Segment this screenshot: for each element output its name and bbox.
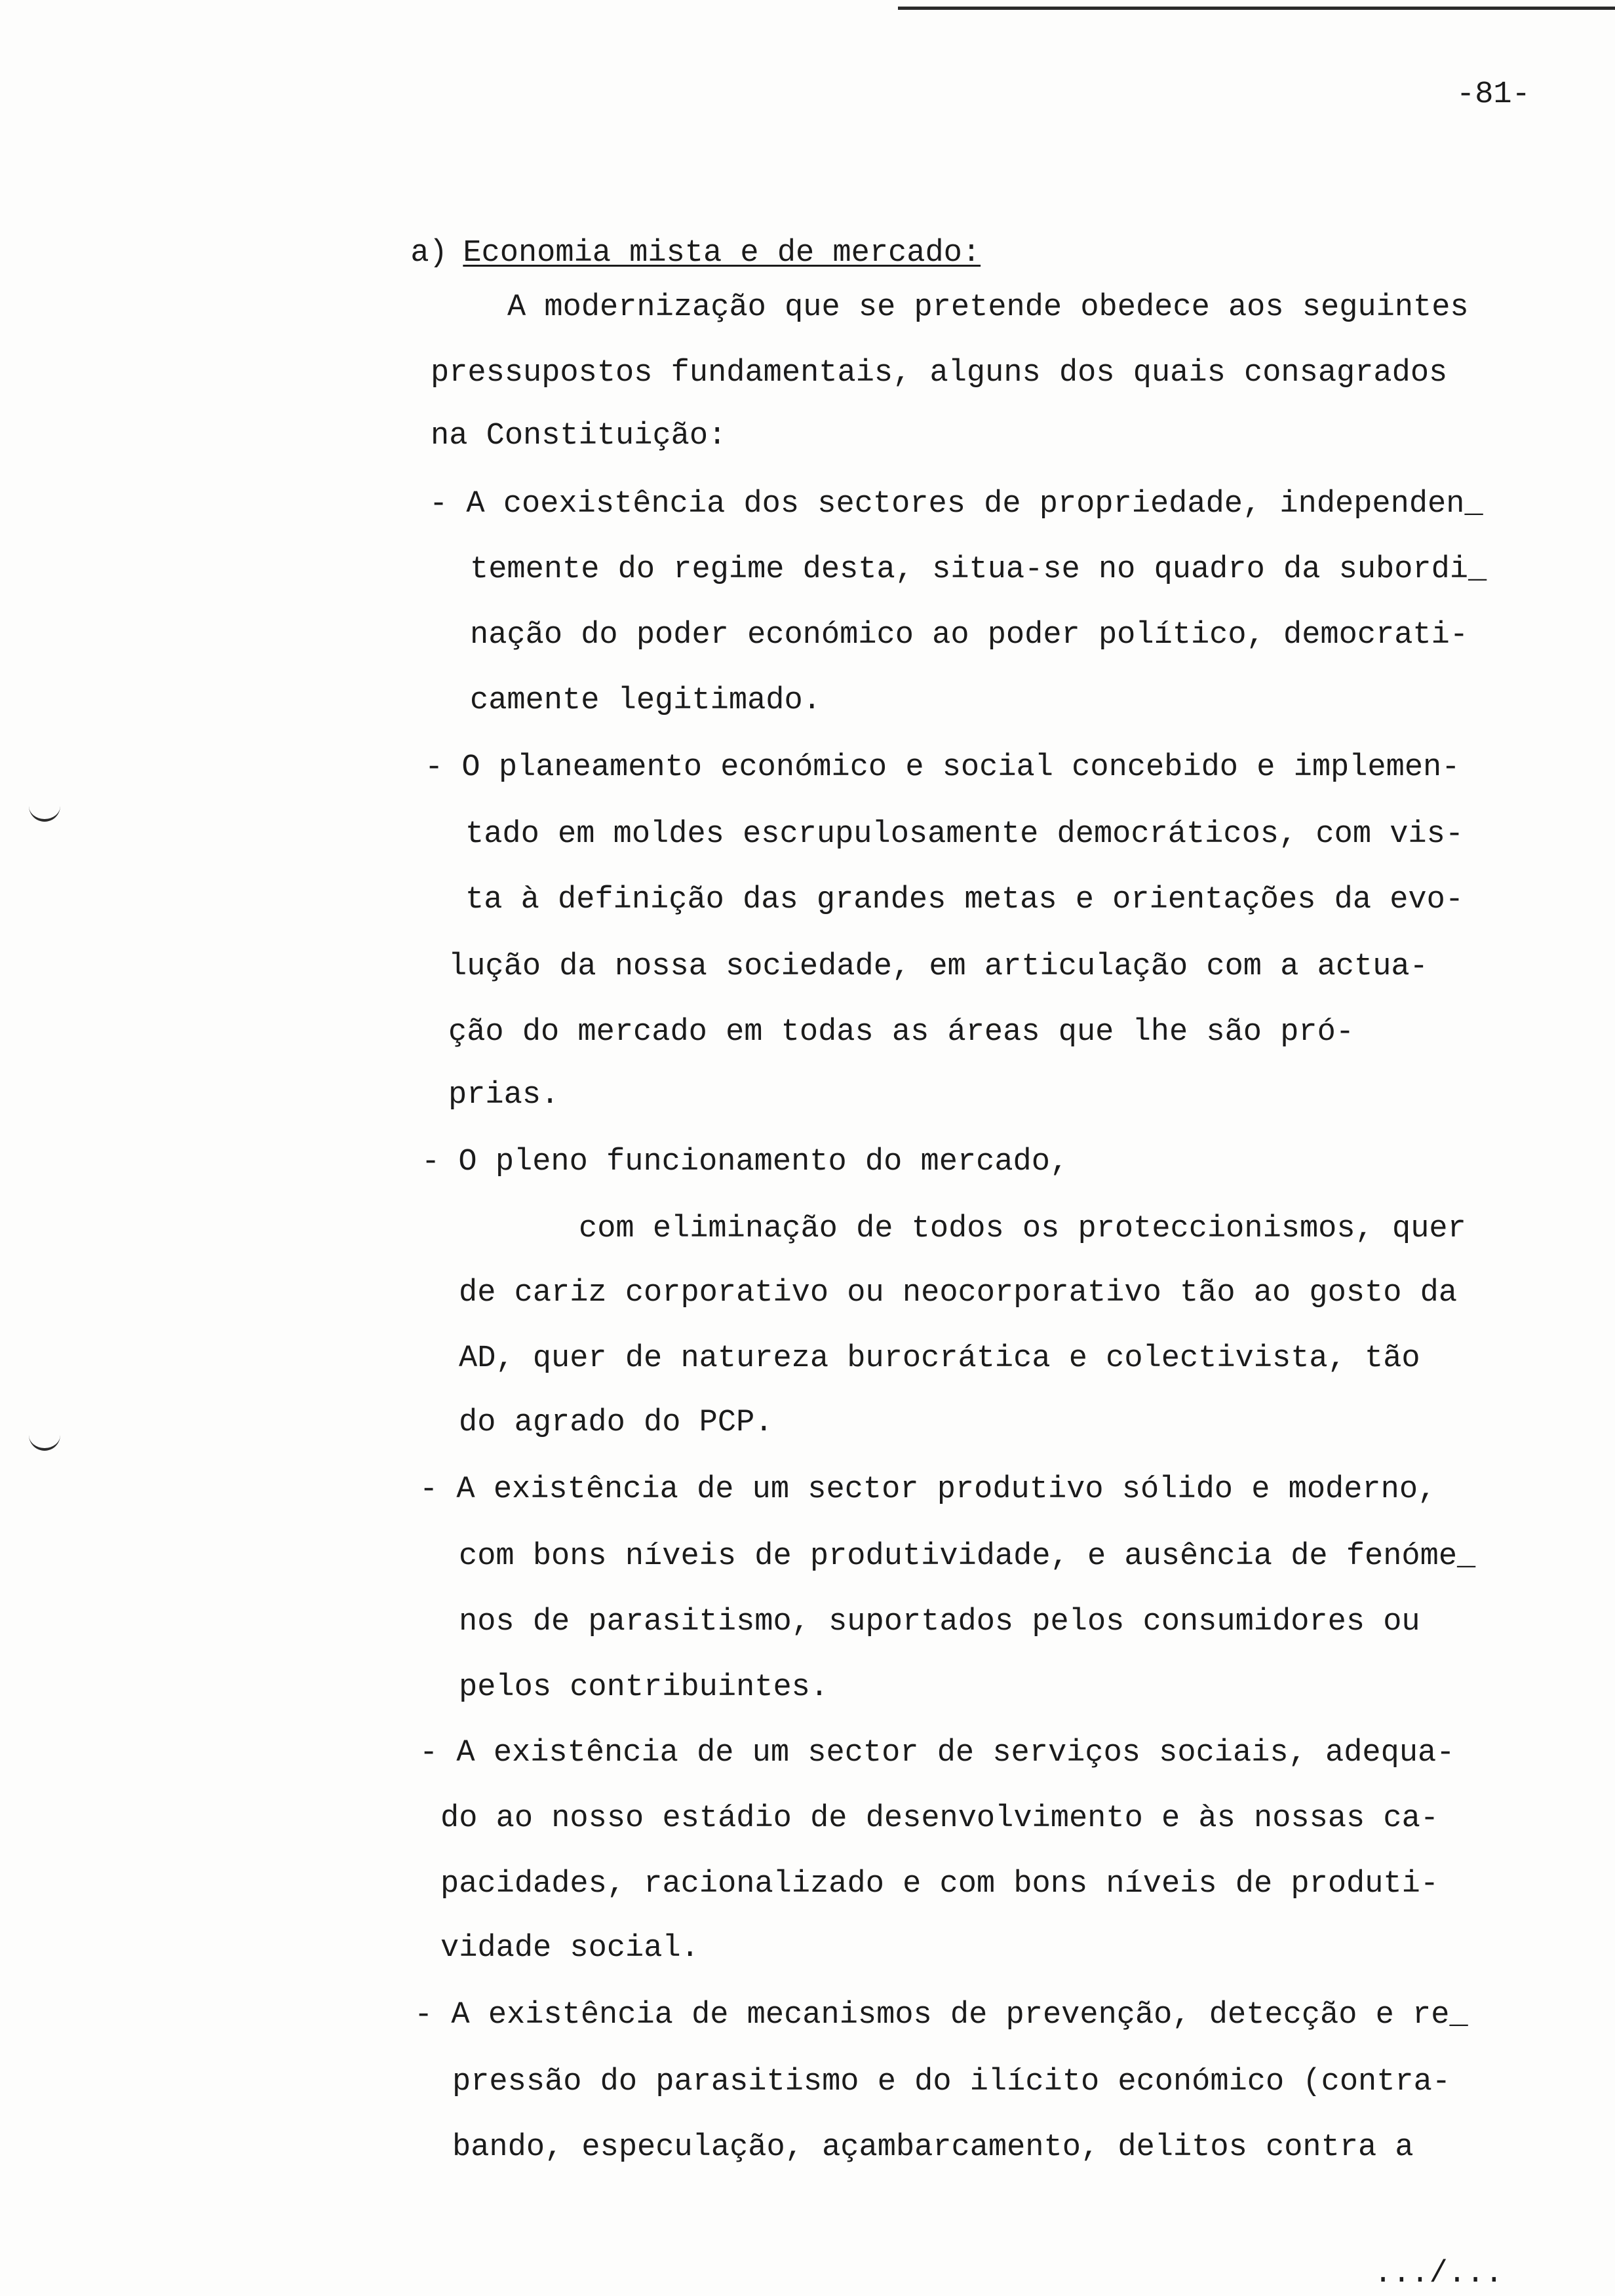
text-line: camente legitimado.: [470, 683, 821, 718]
text-line: pacidades, racionalizado e com bons níveis de produti-: [440, 1867, 1439, 1902]
text-line: ta à definição das grandes metas e orientações da evo-: [465, 883, 1464, 917]
text-line: bando, especulação, açambarcamento, delitos contra a: [452, 2130, 1414, 2165]
continuation-marker: .../...: [1374, 2257, 1504, 2291]
text-line: vidade social.: [440, 1931, 699, 1966]
text-line: tado em moldes escrupulosamente democráticos, com vis-: [465, 817, 1464, 852]
text-line: - O pleno funcionamento do mercado,: [421, 1145, 1069, 1179]
text-line: A modernização que se pretende obedece aos seguintes: [507, 290, 1469, 325]
text-line: - A existência de mecanismos de prevenção, detecção e re_: [414, 1998, 1468, 2033]
text-line: lução da nossa sociedade, em articulação com a actua-: [448, 949, 1428, 984]
text-line: pelos contribuintes.: [459, 1670, 829, 1705]
text-line: - A existência de um sector produtivo sólido e moderno,: [419, 1472, 1437, 1507]
text-line: com bons níveis de produtividade, e ausência de fenóme_: [459, 1539, 1476, 1574]
text-line: AD, quer de natureza burocrática e colectivista, tão: [459, 1341, 1420, 1376]
text-line: do agrado do PCP.: [459, 1406, 773, 1440]
text-line: pressão do parasitismo e do ilícito económico (contra-: [452, 2065, 1451, 2099]
page-number: -81-: [1456, 77, 1530, 112]
text-line: na Constituição:: [431, 419, 727, 453]
heading-title: Economia mista e de mercado:: [463, 236, 981, 271]
text-line: nos de parasitismo, suportados pelos consumidores ou: [459, 1605, 1420, 1639]
text-line: prias.: [448, 1078, 560, 1113]
text-line: - A coexistência dos sectores de propriedade, independen_: [429, 487, 1483, 522]
text-line: do ao nosso estádio de desenvolvimento e às nossas ca-: [440, 1801, 1439, 1836]
text-line: de cariz corporativo ou neocorporativo tão ao gosto da: [459, 1276, 1458, 1311]
text-line: com eliminação de todos os proteccionismos, quer: [579, 1212, 1466, 1246]
heading-marker: a): [410, 236, 448, 271]
text-line: ção do mercado em todas as áreas que lhe são pró-: [448, 1015, 1355, 1050]
margin-check-mark: [29, 805, 60, 822]
margin-check-mark: [29, 1434, 60, 1451]
text-line: temente do regime desta, situa-se no quadro da subordi_: [470, 552, 1487, 587]
text-line: pressupostos fundamentais, alguns dos quais consagrados: [431, 356, 1448, 391]
text-line: - A existência de um sector de serviços sociais, adequa-: [419, 1736, 1455, 1770]
section-heading: [374, 207, 981, 269]
top-rule: [898, 7, 1615, 10]
text-line: - O planeamento económico e social concebido e implemen-: [425, 750, 1460, 785]
text-line: nação do poder económico ao poder político, democrati-: [470, 618, 1469, 653]
